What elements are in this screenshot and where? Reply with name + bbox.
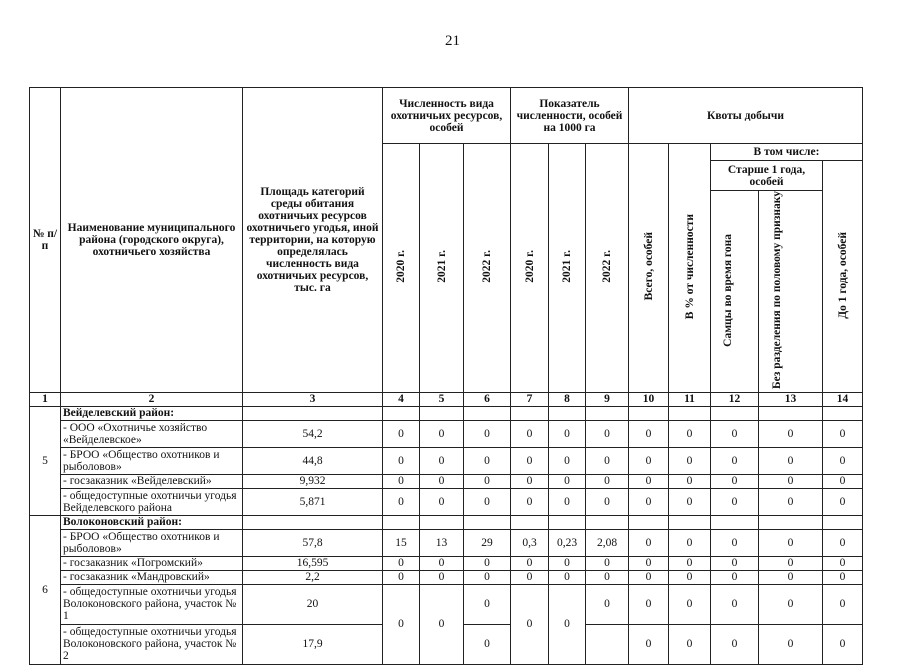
cell-value: 0 bbox=[549, 570, 586, 584]
header-nosex: Без разделения по половому признаку bbox=[770, 191, 783, 389]
cell-value: 0 bbox=[759, 570, 823, 584]
cell-value: 0 bbox=[823, 420, 863, 447]
table-row bbox=[30, 529, 863, 556]
cell-value: 0 bbox=[823, 556, 863, 570]
col-index: 11 bbox=[669, 392, 711, 406]
cell-value: 0 bbox=[629, 529, 669, 556]
cell-value: 0 bbox=[383, 474, 420, 488]
cell-value: 0 bbox=[383, 447, 420, 474]
col-index: 1 bbox=[30, 392, 61, 406]
cell-value: 0 bbox=[586, 584, 629, 624]
header-2022-density: 2022 г. bbox=[601, 250, 613, 283]
cell-value: 0 bbox=[759, 529, 823, 556]
cell-value: 0 bbox=[464, 488, 511, 515]
cell-value: 0 bbox=[711, 529, 759, 556]
cell-value: 0 bbox=[586, 474, 629, 488]
cell-value: 0 bbox=[711, 584, 759, 624]
cell-value: 0 bbox=[549, 420, 586, 447]
cell-value: 15 bbox=[383, 529, 420, 556]
col-index: 9 bbox=[586, 392, 629, 406]
cell-value: 0 bbox=[464, 474, 511, 488]
cell-value: 0 bbox=[383, 570, 420, 584]
table-row bbox=[30, 570, 863, 584]
cell-value: 0 bbox=[511, 447, 549, 474]
area-value: 17,9 bbox=[243, 624, 383, 664]
cell-value: 0 bbox=[669, 447, 711, 474]
col-index: 2 bbox=[61, 392, 243, 406]
header-young: До 1 года, особей bbox=[836, 231, 849, 319]
table-row bbox=[30, 584, 863, 624]
cell-value: 0 bbox=[420, 488, 464, 515]
cell-value: 0 bbox=[823, 447, 863, 474]
cell-value: 13 bbox=[420, 529, 464, 556]
area-value: 2,2 bbox=[243, 570, 383, 584]
header-males: Самцы во время гона bbox=[721, 233, 734, 347]
holding-name: - БРОО «Общество охотников и рыболовов» bbox=[61, 447, 243, 474]
cell-value: 0 bbox=[549, 488, 586, 515]
cell-value: 0 bbox=[511, 420, 549, 447]
holding-name: - госзаказник «Погромский» bbox=[61, 556, 243, 570]
cell-value: 0 bbox=[464, 624, 511, 664]
col-index: 7 bbox=[511, 392, 549, 406]
cell-value: 0 bbox=[759, 447, 823, 474]
table-row bbox=[30, 420, 863, 447]
cell-value: 0 bbox=[586, 447, 629, 474]
col-index: 14 bbox=[823, 392, 863, 406]
col-index: 6 bbox=[464, 392, 511, 406]
cell-value: 0 bbox=[586, 420, 629, 447]
area-value: 5,871 bbox=[243, 488, 383, 515]
cell-value: 0 bbox=[759, 584, 823, 624]
cell-value: 0 bbox=[420, 556, 464, 570]
cell-value: 0 bbox=[420, 474, 464, 488]
cell-value: 0 bbox=[586, 556, 629, 570]
cell-value: 0 bbox=[759, 420, 823, 447]
cell-value: 0 bbox=[669, 556, 711, 570]
cell-value: 0 bbox=[759, 488, 823, 515]
header-population: Численность вида охотничьих ресурсов, особей bbox=[383, 88, 511, 144]
cell-value: 0 bbox=[511, 556, 549, 570]
cell-value: 0 bbox=[669, 474, 711, 488]
cell-value: 0 bbox=[420, 570, 464, 584]
cell-value: 0 bbox=[383, 420, 420, 447]
cell-value: 0 bbox=[629, 447, 669, 474]
column-index-row bbox=[30, 392, 863, 406]
cell-value: 0 bbox=[586, 488, 629, 515]
col-index: 12 bbox=[711, 392, 759, 406]
row-number: 6 bbox=[30, 515, 61, 664]
cell-value: 0 bbox=[823, 624, 863, 664]
cell-value: 0 bbox=[711, 474, 759, 488]
cell-value: 0,23 bbox=[549, 529, 586, 556]
cell-value: 2,08 bbox=[586, 529, 629, 556]
cell-value: 0 bbox=[711, 556, 759, 570]
area-value: 16,595 bbox=[243, 556, 383, 570]
table-row bbox=[30, 447, 863, 474]
cell-value: 0 bbox=[420, 420, 464, 447]
header-area: Площадь категорий среды обитания охотничьих ресурсов охотничьего угодья, иной территории, на которую определялась численность вида охотничьих ресурсов, тыс. га bbox=[243, 88, 383, 393]
col-index: 4 bbox=[383, 392, 420, 406]
col-index: 5 bbox=[420, 392, 464, 406]
header-2021-population: 2021 г. bbox=[435, 250, 448, 283]
cell-value: 0 bbox=[464, 556, 511, 570]
holding-name: - общедоступные охотничьи угодья Волоконовского района, участок № 1 bbox=[61, 584, 243, 624]
cell-value: 0 bbox=[629, 570, 669, 584]
cell-value: 0 bbox=[711, 447, 759, 474]
cell-value: 0 bbox=[511, 474, 549, 488]
cell-value: 0 bbox=[464, 584, 511, 624]
district-title: Вейделевский район: bbox=[61, 406, 243, 420]
cell-value: 0 bbox=[629, 624, 669, 664]
cell-value: 0 bbox=[511, 488, 549, 515]
table-row bbox=[30, 488, 863, 515]
cell-value: 0 bbox=[383, 584, 420, 664]
table-row bbox=[30, 474, 863, 488]
cell-value: 0 bbox=[759, 474, 823, 488]
cell-value bbox=[586, 624, 629, 664]
col-index: 10 bbox=[629, 392, 669, 406]
cell-value: 0 bbox=[511, 570, 549, 584]
header-2022-population: 2022 г. bbox=[481, 250, 493, 283]
cell-value: 0 bbox=[823, 488, 863, 515]
header-2020-population: 2020 г. bbox=[395, 250, 407, 283]
cell-value: 0 bbox=[586, 570, 629, 584]
cell-value: 0 bbox=[711, 570, 759, 584]
cell-value: 0 bbox=[711, 420, 759, 447]
header-percent: В % от численности bbox=[683, 213, 696, 320]
header-total: Всего, особей bbox=[642, 232, 655, 301]
header-num: № п/п bbox=[30, 88, 61, 393]
holding-name: - общедоступные охотничьи угодья Волоконовского района, участок № 2 bbox=[61, 624, 243, 664]
cell-value: 0 bbox=[669, 570, 711, 584]
cell-value: 0 bbox=[383, 488, 420, 515]
cell-value: 0 bbox=[464, 447, 511, 474]
cell-value: 0 bbox=[629, 556, 669, 570]
header-name: Наименование муниципального района (городского округа), охотничьего хозяйства bbox=[61, 88, 243, 393]
cell-value: 0 bbox=[823, 529, 863, 556]
table-row bbox=[30, 556, 863, 570]
page-number: 21 bbox=[445, 33, 460, 49]
col-index: 3 bbox=[243, 392, 383, 406]
col-index: 8 bbox=[549, 392, 586, 406]
header-older: Старше 1 года, особей bbox=[711, 161, 823, 191]
cell-value: 0 bbox=[629, 584, 669, 624]
cell-value: 0 bbox=[823, 474, 863, 488]
cell-value: 0 bbox=[669, 529, 711, 556]
cell-value: 0 bbox=[669, 420, 711, 447]
area-value: 44,8 bbox=[243, 447, 383, 474]
cell-value: 0 bbox=[759, 556, 823, 570]
district-row bbox=[30, 406, 863, 420]
cell-value: 29 bbox=[464, 529, 511, 556]
cell-value: 0 bbox=[711, 488, 759, 515]
cell-value: 0,3 bbox=[511, 529, 549, 556]
cell-value: 0 bbox=[464, 420, 511, 447]
holding-name: - ООО «Охотничье хозяйство «Вейделевское» bbox=[61, 420, 243, 447]
header-2020-density: 2020 г. bbox=[523, 250, 536, 283]
area-value: 54,2 bbox=[243, 420, 383, 447]
holding-name: - госзаказник «Вейделевский» bbox=[61, 474, 243, 488]
cell-value: 0 bbox=[669, 624, 711, 664]
cell-value: 0 bbox=[629, 488, 669, 515]
cell-value: 0 bbox=[629, 474, 669, 488]
cell-value: 0 bbox=[511, 584, 549, 664]
cell-value: 0 bbox=[669, 584, 711, 624]
cell-value: 0 bbox=[420, 447, 464, 474]
holding-name: - БРОО «Общество охотников и рыболовов» bbox=[61, 529, 243, 556]
holding-name: - госзаказник «Мандровский» bbox=[61, 570, 243, 584]
holding-name: - общедоступные охотничьи угодья Вейделевского района bbox=[61, 488, 243, 515]
area-value: 9,932 bbox=[243, 474, 383, 488]
cell-value: 0 bbox=[549, 474, 586, 488]
area-value: 57,8 bbox=[243, 529, 383, 556]
header-including: В том числе: bbox=[711, 144, 863, 161]
cell-value: 0 bbox=[549, 447, 586, 474]
cell-value: 0 bbox=[629, 420, 669, 447]
area-value: 20 bbox=[243, 584, 383, 624]
cell-value: 0 bbox=[759, 624, 823, 664]
cell-value: 0 bbox=[464, 570, 511, 584]
cell-value: 0 bbox=[711, 624, 759, 664]
header-quotas: Квоты добычи bbox=[629, 88, 863, 144]
col-index: 13 bbox=[759, 392, 823, 406]
district-row bbox=[30, 515, 863, 529]
cell-value: 0 bbox=[823, 570, 863, 584]
cell-value: 0 bbox=[823, 584, 863, 624]
cell-value: 0 bbox=[420, 584, 464, 664]
header-density: Показатель численности, особей на 1000 га bbox=[511, 88, 629, 144]
district-title: Волоконовский район: bbox=[61, 515, 243, 529]
cell-value: 0 bbox=[549, 556, 586, 570]
cell-value: 0 bbox=[383, 556, 420, 570]
header-2021-density: 2021 г. bbox=[561, 250, 573, 283]
row-number: 5 bbox=[30, 406, 61, 515]
hunting-quota-table bbox=[29, 87, 863, 665]
cell-value: 0 bbox=[669, 488, 711, 515]
cell-value: 0 bbox=[549, 584, 586, 664]
